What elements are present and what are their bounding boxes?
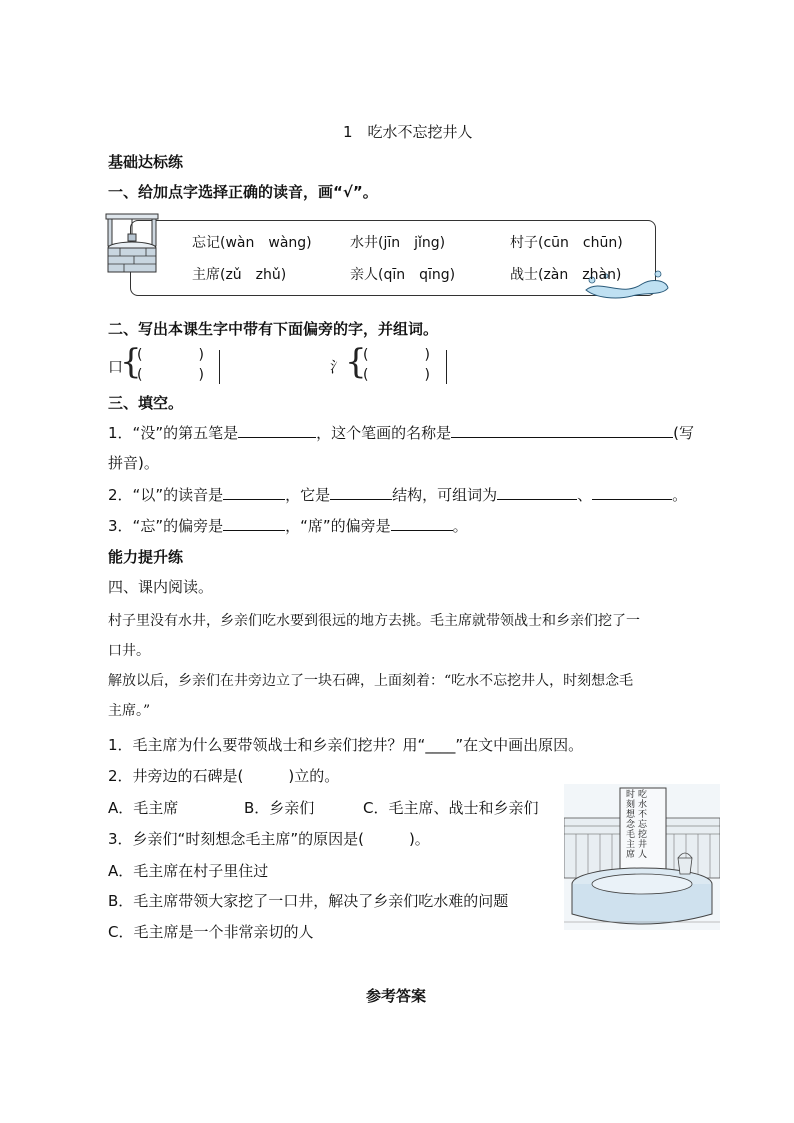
q1-heading: 一、给加点字选择正确的读音，画“√”。 — [108, 183, 378, 201]
q3-text: 结构，可组词为 — [392, 486, 498, 504]
q3-text: 1．“没”的第五笔是 — [108, 424, 239, 442]
pinyin-item: 战士(zàn zhàn) — [510, 267, 622, 283]
passage-line: 村子里没有水井，乡亲们吃水要到很远的地方去挑。毛主席就带领战士和乡亲们挖了一 — [108, 613, 640, 629]
q3-text: ，“席”的偏旁是 — [285, 517, 391, 535]
q3-heading: 三、填空。 — [108, 394, 184, 412]
q3-text: 拼音)。 — [108, 454, 159, 472]
answer-blank[interactable] — [497, 485, 577, 500]
pinyin-item: 村子(cūn chūn) — [510, 235, 623, 251]
pinyin-item: 忘记(wàn wàng) — [192, 235, 312, 251]
sub-question-2: 2．井旁边的石碑是( )立的。 — [108, 767, 340, 785]
q3-text: 、 — [577, 486, 593, 504]
stele-inscription-right: 吃水不忘挖井人 — [638, 790, 648, 860]
brace-left: { — [345, 342, 367, 382]
answer-blank[interactable] — [223, 485, 285, 500]
well-illustration-icon — [104, 210, 162, 276]
pinyin-item: 主席(zǔ zhǔ) — [192, 267, 287, 283]
sub-question-3: 3．乡亲们“时刻想念毛主席”的原因是( )。 — [108, 830, 430, 848]
passage-line: 口井。 — [108, 643, 150, 659]
answer-title: 参考答案 — [366, 987, 427, 1005]
sub-question-1: 1．毛主席为什么要带领战士和乡亲们挖井？用“____”在文中画出原因。 — [108, 736, 584, 754]
pinyin-item: 亲人(qīn qīng) — [350, 267, 456, 283]
answer-blank[interactable] — [238, 423, 316, 438]
paren-blank[interactable]: ( ) — [137, 367, 204, 383]
answer-blank[interactable] — [592, 485, 672, 500]
answer-blank[interactable] — [223, 516, 285, 531]
option-a[interactable]: A．毛主席在村子里住过 — [108, 862, 269, 880]
paren-blank[interactable]: ( ) — [137, 347, 204, 363]
q2-heading: 二、写出本课生字中带有下面偏旁的字，并组词。 — [108, 320, 439, 338]
q3-text: ，它是 — [285, 486, 331, 504]
paren-blank[interactable]: ( ) — [363, 367, 430, 383]
passage-line: 解放以后，乡亲们在井旁边立了一块石碑，上面刻着：“吃水不忘挖井人，时刻想念毛 — [108, 673, 634, 689]
q3-text: 。 — [452, 517, 468, 535]
answer-blank[interactable] — [451, 423, 673, 438]
q3-line3 — [108, 515, 468, 536]
option-b[interactable]: B．毛主席带领大家挖了一口井，解决了乡亲们吃水难的问题 — [108, 892, 509, 910]
bracket-right — [219, 350, 220, 384]
option-c[interactable]: C．毛主席是一个非常亲切的人 — [108, 923, 314, 941]
option-c[interactable]: C．毛主席、战士和乡亲们 — [363, 799, 539, 817]
q3-text: 。 — [672, 486, 688, 504]
paren-blank[interactable]: ( ) — [363, 347, 430, 363]
radical-kou: 口 — [108, 358, 124, 376]
passage-line: 主席。” — [108, 703, 151, 719]
q3-text: 3．“忘”的偏旁是 — [108, 517, 224, 535]
brace-left: { — [120, 342, 142, 382]
q3-line1 — [108, 422, 694, 443]
option-a[interactable]: A．毛主席 — [108, 799, 179, 817]
option-b[interactable]: B．乡亲们 — [244, 799, 315, 817]
q3-text: (写 — [673, 424, 694, 442]
bracket-right — [446, 350, 447, 384]
q4-heading: 四、课内阅读。 — [108, 578, 214, 596]
q3-text: 2．“以”的读音是 — [108, 486, 224, 504]
q3-line2 — [108, 484, 687, 505]
section-basic: 基础达标练 — [108, 153, 184, 171]
section-advanced: 能力提升练 — [108, 548, 184, 566]
stele-inscription-left: 时刻想念毛主席 — [626, 790, 636, 860]
answer-blank[interactable] — [391, 516, 453, 531]
page-title: 1 吃水不忘挖井人 — [343, 123, 473, 141]
radical-shui: 氵 — [330, 358, 346, 376]
pinyin-item: 水井(jīn jǐng) — [350, 235, 446, 251]
q3-text: ，这个笔画的名称是 — [316, 424, 452, 442]
answer-blank[interactable] — [330, 485, 392, 500]
